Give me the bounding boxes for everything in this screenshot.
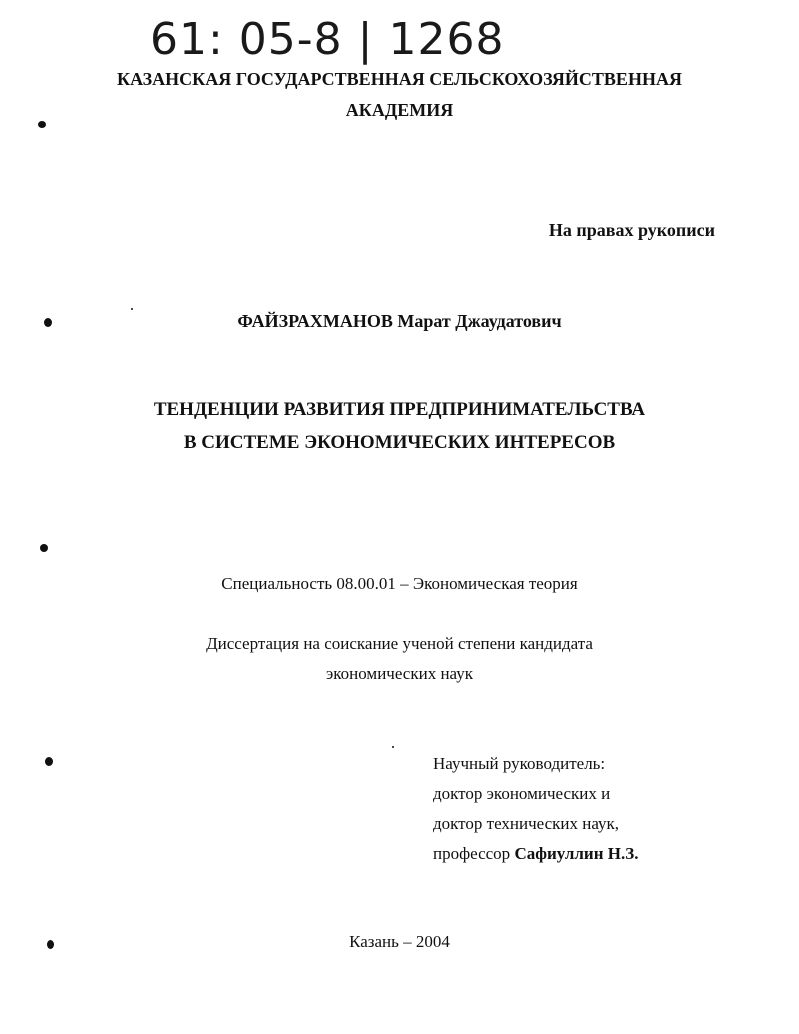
handwritten-code-text: 61: 05-8 | 1268 [150, 14, 505, 65]
binder-hole-mark [40, 544, 48, 552]
specialty: Специальность 08.00.01 – Экономическая теория [221, 574, 578, 593]
supervisor-title: профессор [433, 844, 511, 863]
author-given-names: Марат Джаудатович [397, 311, 562, 331]
author-surname: ФАЙЗРАХМАНОВ [237, 311, 393, 331]
title-line-1: ТЕНДЕНЦИИ РАЗВИТИЯ ПРЕДПРИНИМАТЕЛЬСТВА [153, 399, 646, 420]
city-year: Казань – 2004 [349, 932, 450, 951]
supervisor-name-line [433, 844, 638, 864]
supervisor-degree-2: доктор технических наук, [433, 814, 620, 833]
institution-line-1: КАЗАНСКАЯ ГОСУДАРСТВЕННАЯ СЕЛЬСКОХОЗЯЙСТВЕННАЯ [117, 69, 682, 89]
dissertation-line-2: экономических наук [325, 664, 474, 683]
institution-line-2: АКАДЕМИЯ [345, 100, 454, 120]
scan-speck [131, 308, 133, 310]
author-name [0, 311, 799, 332]
binder-hole-mark [45, 757, 53, 766]
supervisor-degree-1: доктор экономических и [433, 784, 611, 803]
title-line-2: В СИСТЕМЕ ЭКОНОМИЧЕСКИХ ИНТЕРЕСОВ [183, 432, 616, 453]
scan-speck [392, 746, 394, 748]
supervisor-name: Сафиуллин Н.З. [514, 844, 639, 863]
handwritten-archive-code [150, 6, 510, 66]
rights-note: На правах рукописи [548, 220, 715, 240]
binder-hole-mark [38, 121, 46, 128]
supervisor-label: Научный руководитель: [433, 754, 606, 773]
dissertation-line-1: Диссертация на соискание ученой степени кандидата [206, 634, 593, 653]
